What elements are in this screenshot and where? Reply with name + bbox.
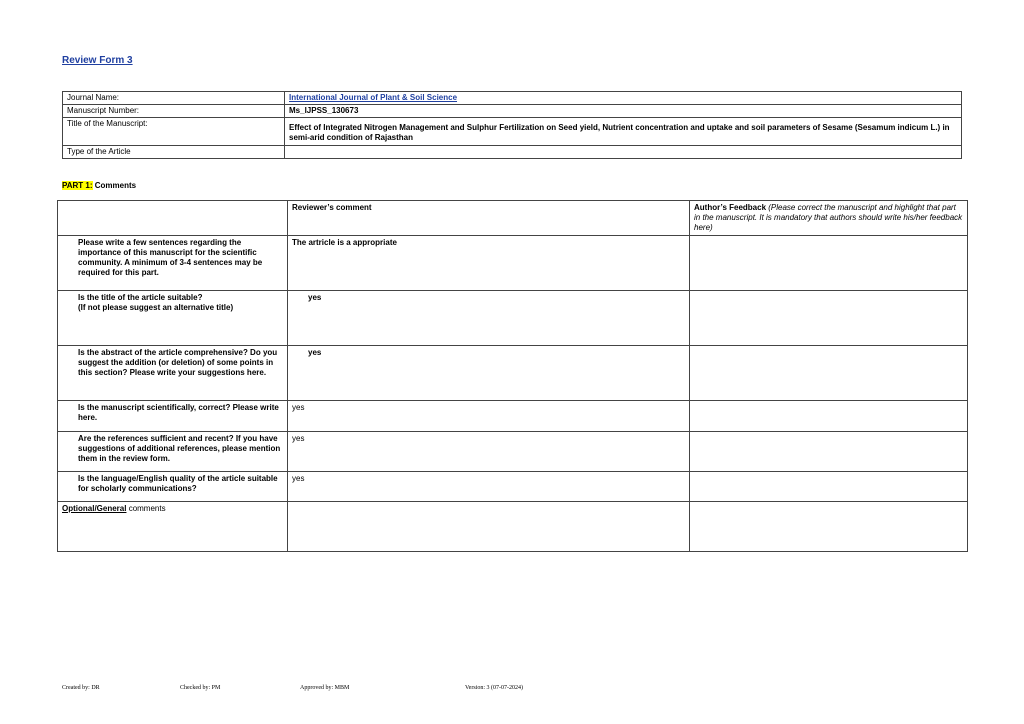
optional-comments-feedback[interactable] (690, 502, 968, 552)
manuscript-number-label: Manuscript Number: (63, 105, 285, 118)
feedback-scientific[interactable] (690, 401, 968, 432)
answer-references[interactable]: yes (288, 432, 690, 472)
question-abstract: Is the abstract of the article comprehensive? Do you suggest the addition (or deletion) of some points in this section? Please write your suggestions here. (58, 346, 288, 401)
question-title: Is the title of the article suitable? (If not please suggest an alternative title) (58, 291, 288, 346)
optional-comments-bold: Optional/General (62, 504, 127, 513)
author-feedback-header (690, 201, 968, 236)
question-language: Is the language/English quality of the article suitable for scholarly communications? (58, 472, 288, 502)
author-feedback-title: Author’s Feedback (694, 203, 767, 212)
form-title: Review Form 3 (62, 55, 133, 66)
footer-version: Version: 3 (07-07-2024) (465, 685, 523, 691)
empty-header-cell (58, 201, 288, 236)
optional-comments-row (58, 502, 968, 552)
journal-name-label: Journal Name: (63, 92, 285, 105)
table-row (58, 401, 968, 432)
answer-language[interactable]: yes (288, 472, 690, 502)
footer-created: Created by: DR (62, 685, 100, 691)
question-scientific: Is the manuscript scientifically, correct? Please write here. (58, 401, 288, 432)
table-row (58, 291, 968, 346)
part1-prefix: PART 1: (62, 181, 93, 190)
answer-title[interactable]: yes (288, 291, 690, 346)
footer-approved: Approved by: MBM (300, 685, 350, 691)
answer-importance[interactable]: The artricle is a appropriate (288, 236, 690, 291)
feedback-importance[interactable] (690, 236, 968, 291)
table-row (58, 432, 968, 472)
reviewer-comment-header: Reviewer’s comment (288, 201, 690, 236)
table-row (58, 472, 968, 502)
feedback-abstract[interactable] (690, 346, 968, 401)
question-importance: Please write a few sentences regarding the importance of this manuscript for the scientific community. A minimum of 3-4 sentences may be required for this part. (58, 236, 288, 291)
article-type-value (285, 146, 962, 159)
manuscript-info-table (62, 91, 962, 159)
article-type-label: Type of the Article (63, 146, 285, 159)
question-references: Are the references sufficient and recent? If you have suggestions of additional references, please mention them in the review form. (58, 432, 288, 472)
author-feedback-instructions: (Please correct the manuscript and highlight that part in the manuscript. It is mandatory that authors should write his/her feedback here) (694, 203, 963, 232)
manuscript-title-label: Title of the Manuscript: (63, 118, 285, 146)
comments-header-row (58, 201, 968, 236)
manuscript-number-value: Ms_IJPSS_130673 (285, 105, 962, 118)
answer-abstract[interactable]: yes (288, 346, 690, 401)
table-row (58, 346, 968, 401)
manuscript-title-value: Effect of Integrated Nitrogen Management and Sulphur Fertilization on Seed yield, Nutrient concentration and uptake and soil parameters of Sesame (Sesamum indicum L.) in semi-arid condition of Rajasthan (285, 118, 962, 146)
optional-comments-label (58, 502, 288, 552)
feedback-references[interactable] (690, 432, 968, 472)
feedback-language[interactable] (690, 472, 968, 502)
footer-checked: Checked by: PM (180, 685, 221, 691)
optional-comments-reviewer[interactable] (288, 502, 690, 552)
part1-label: Comments (94, 181, 137, 190)
journal-name-cell (285, 92, 962, 105)
table-row (58, 236, 968, 291)
feedback-title[interactable] (690, 291, 968, 346)
journal-name-link[interactable]: International Journal of Plant & Soil Science (289, 93, 458, 102)
answer-scientific[interactable]: yes (288, 401, 690, 432)
part1-heading (62, 181, 136, 190)
comments-table (57, 200, 968, 552)
optional-comments-rest: comments (126, 504, 166, 513)
